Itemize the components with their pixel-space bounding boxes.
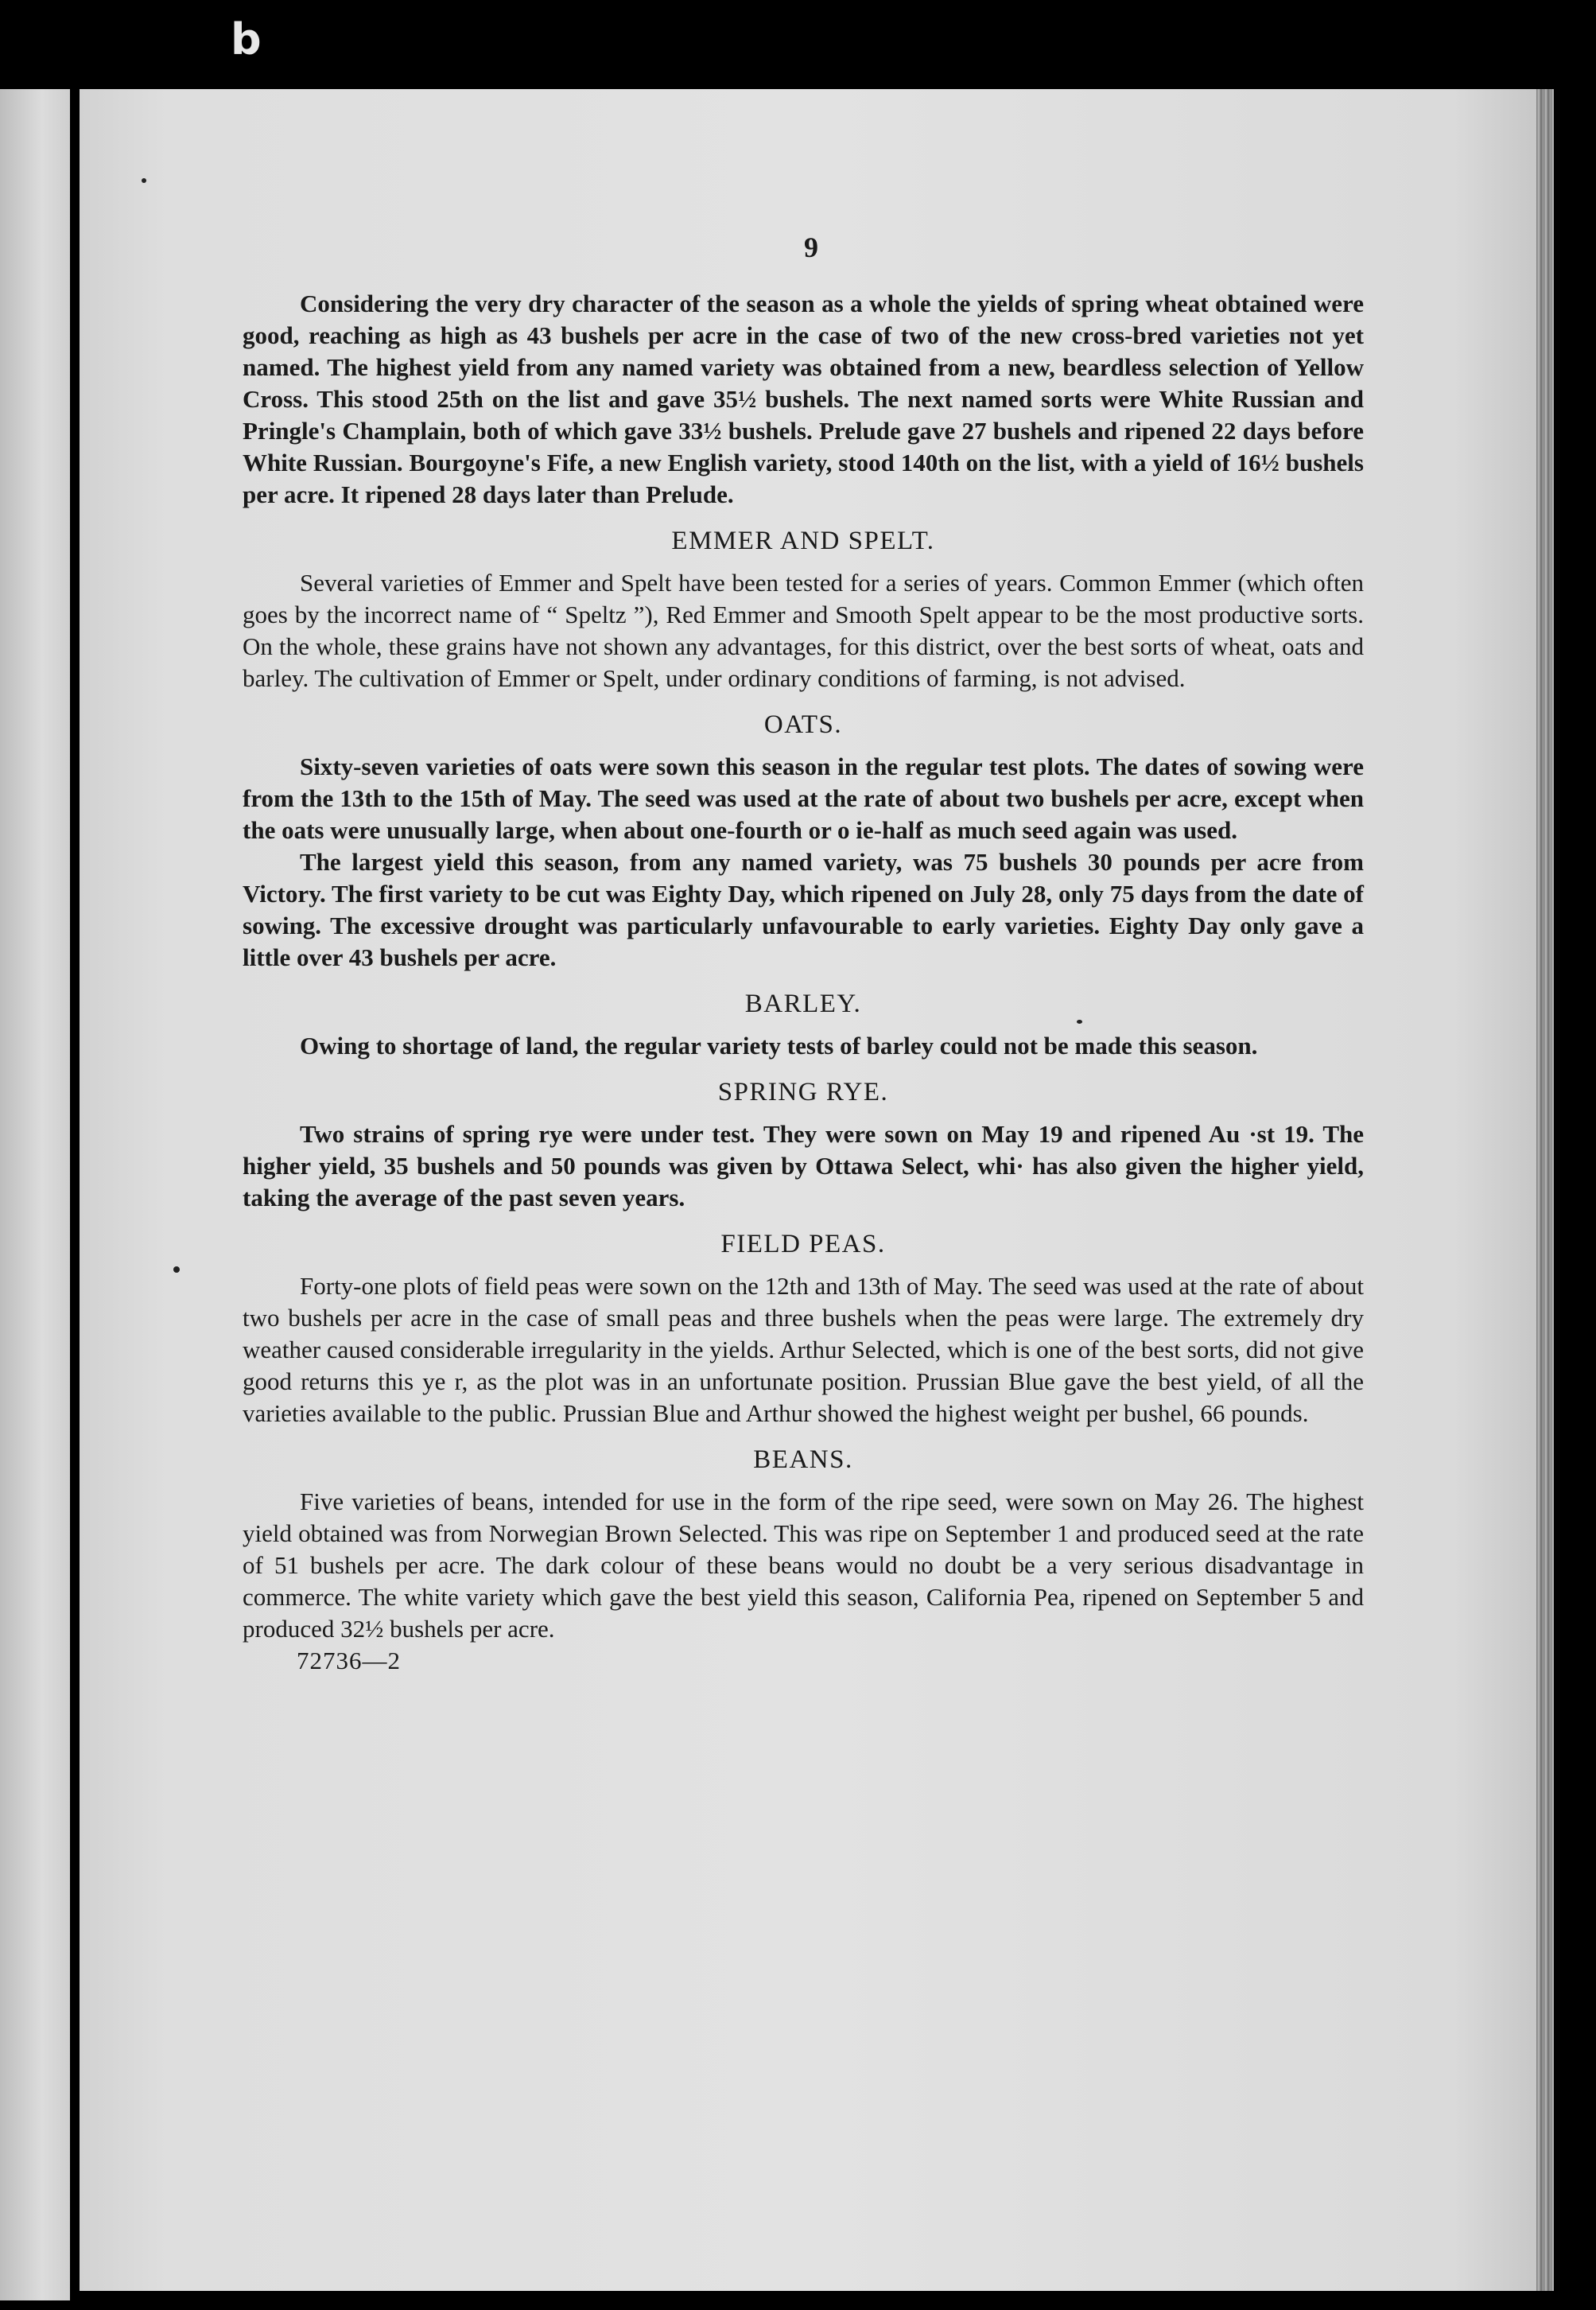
section-emmer-and-spelt bbox=[243, 527, 1364, 694]
page-number: 9 bbox=[804, 231, 818, 263]
paragraph-emmer-and-spelt: Several varieties of Emmer and Spelt have been tested for a series of years. Common Emmer (which often goes by the incorrect name of “ Speltz ”), Red Emmer and Smooth Spelt appear to be the most productive sorts. On the whole, these grains have not shown any advantages, for this district, over the best sorts of wheat, oats and barley. The cultivation of Emmer or Spelt, under ordinary conditions of farming, is not advised. bbox=[243, 569, 1364, 692]
text-column bbox=[243, 231, 1364, 1675]
paragraph-barley: Owing to shortage of land, the regular variety tests of barley could not be made this season. bbox=[300, 1032, 1258, 1060]
paragraph-beans: Five varieties of beans, intended for use in the form of the ripe seed, were sown on May 26. The highest yield obtained was from Norwegian Brown Selected. This was ripe on September 1 and produced seed at the rate of 51 bushels per acre. The dark colour of these beans would no doubt be a very serious disadvantage in commerce. The white variety which gave the best yield this season, California Pea, ripened on September 5 and produced 32½ bushels per acre. bbox=[243, 1488, 1364, 1643]
section-barley bbox=[243, 990, 1364, 1062]
heading-barley: BARLEY. bbox=[744, 990, 862, 1018]
heading-beans: BEANS. bbox=[753, 1445, 853, 1474]
section-spring-wheat bbox=[243, 288, 1364, 511]
section-spring-rye bbox=[243, 1078, 1364, 1214]
paragraph-spring-wheat: Considering the very dry character of the season as a whole the yields of spring wheat obtained were good, reaching as high as 43 bushels per acre in the case of two of the new cross-bred varieties not yet named. The highest yield from any named variety was obtained from a new, beardless selection of Yellow Cross. This stood 25th on the list and gave 35½ bushels. The next named sorts were White Russian and Pringle's Champlain, both of which gave 33½ bushels. Prelude gave 27 bushels and ripened 22 days before White Russian. Bourgoyne's Fife, a new English variety, stood 140th on the list, with a yield of 16½ bushels per acre. It ripened 28 days later than Prelude. bbox=[243, 290, 1364, 508]
speck bbox=[142, 178, 146, 183]
section-oats bbox=[243, 710, 1364, 974]
heading-oats: OATS. bbox=[763, 710, 843, 739]
paragraph-spring-rye: Two strains of spring rye were under test. They were sown on May 19 and ripened Au ·st 19. The higher yield, 35 bushels and 50 pounds was given by Ottawa Select, whi· has also given the higher yield, taking the average of the past seven years. bbox=[243, 1120, 1364, 1211]
speck bbox=[173, 1266, 180, 1273]
right-page-edge bbox=[1536, 89, 1554, 2291]
corner-mark: b bbox=[231, 14, 262, 64]
section-beans bbox=[243, 1445, 1364, 1645]
heading-field-peas: FIELD PEAS. bbox=[720, 1230, 886, 1258]
footer-print-code: 72736—2 bbox=[297, 1647, 401, 1674]
heading-spring-rye: SPRING RYE. bbox=[717, 1078, 889, 1106]
paragraph-field-peas: Forty-one plots of field peas were sown on the 12th and 13th of May. The seed was used at the rate of about two bushels per acre in the case of small peas and three bushels when the peas were large. The extremely dry weather caused considerable irregularity in the yields. Arthur Selected, which is one of the best sorts, did not give good returns this ye r, as the plot was in an unfortunate position. Prussian Blue gave the best yield, of all the varieties available to the public. Prussian Blue and Arthur showed the highest weight per bushel, 66 pounds. bbox=[243, 1272, 1364, 1427]
paragraph-oats-sowing: Sixty-seven varieties of oats were sown this season in the regular test plots. The dates of sowing were from the 13th to the 15th of May. The seed was used at the rate of about two bushels per acre, except when the oats were unusually large, when about one-fourth or o ie-half as much seed again was used. bbox=[243, 752, 1364, 844]
heading-emmer-and-spelt: EMMER AND SPELT. bbox=[671, 527, 935, 555]
section-field-peas bbox=[243, 1230, 1364, 1429]
left-page-edge bbox=[0, 89, 70, 2300]
paragraph-oats-yield: The largest yield this season, from any named variety, was 75 bushels 30 pounds per acre from Victory. The first variety to be cut was Eighty Day, which ripened on July 28, only 75 days from the date of sowing. The excessive drought was particularly unfavourable to early varieties. Eighty Day only gave a little over 43 bushels per acre. bbox=[243, 848, 1364, 971]
